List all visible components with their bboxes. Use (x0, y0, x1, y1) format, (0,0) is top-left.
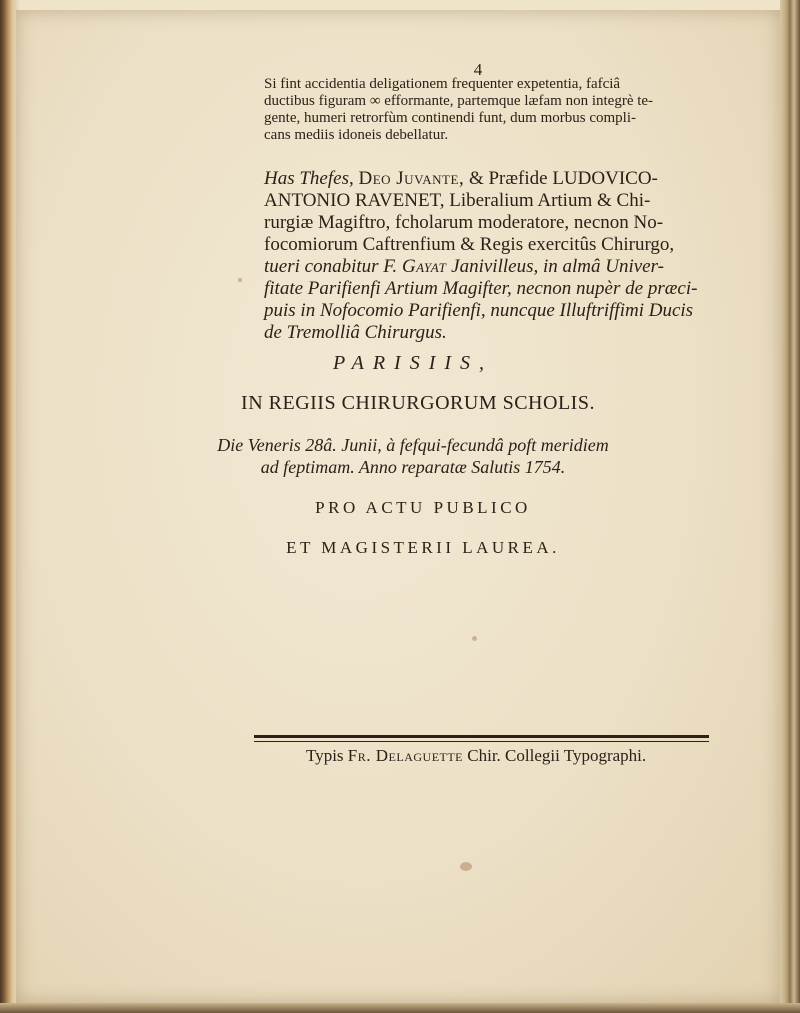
text-line: cans mediis idoneis debellatur. (264, 127, 449, 143)
deo-juvante: Deo Juvante, (358, 168, 465, 189)
printer-imprint (306, 746, 746, 766)
page-edge-bottom (0, 1003, 800, 1013)
ornamental-rule (254, 735, 709, 742)
laurea-heading: ET MAGISTERII LAUREA. (286, 538, 560, 557)
text-line: de Tremolliâ Chirurgus. (264, 322, 447, 343)
date-line: ad feptimam. Anno reparatæ Salutis 1754. (260, 457, 566, 477)
imprint-text: Chir. Collegii Typographi. (467, 746, 647, 765)
foxing-spot (238, 278, 242, 282)
paragraph-accidentia (264, 76, 724, 144)
page-number: 4 (473, 60, 483, 79)
printer-name: Fr. Delaguette (347, 746, 464, 765)
pro-actu-heading: PRO ACTU PUBLICO (315, 498, 531, 517)
page-edge-right (780, 0, 800, 1013)
text-line: gente, humeri retrorfùm continendi funt, dum morbus compli- (264, 110, 636, 126)
theses-word: Has Thefes, (264, 168, 354, 189)
praeside-text: & Præfide LUDOVICO- (468, 168, 658, 189)
imprint-text: Typis (306, 746, 344, 765)
text-line (264, 168, 724, 190)
text-line: rurgiæ Magiftro, fcholarum moderatore, necnon No- (264, 212, 664, 233)
foxing-spot (472, 636, 477, 641)
page-content (16, 10, 780, 1003)
document-page (16, 10, 780, 1003)
paragraph-theses (264, 168, 724, 344)
text-line: fitate Parifienfi Artium Magifter, necnon nupèr de præci- (264, 278, 698, 299)
date-line: Die Veneris 28â. Junii, à fefqui-fecundâ poft meridiem (217, 435, 609, 455)
city-heading: PARISIIS, (332, 352, 494, 374)
schools-heading: IN REGIIS CHIRURGORUM SCHOLIS. (241, 392, 595, 414)
foxing-spot (460, 862, 472, 871)
author-name: Gayat (401, 256, 447, 277)
text-line: Si fint accidentia deligationem frequenter expetentia, fafciâ (264, 76, 621, 92)
text-line: ductibus figuram ∞ efformante, partemque læfam non integrè te- (264, 93, 654, 109)
text-line: focomiorum Caftrenfium & Regis exercitûs Chirurgo, (264, 234, 675, 255)
text-line: puis in Nofocomio Parifienfi, nuncque Illuftriffimi Ducis (264, 300, 694, 321)
text-line: ANTONIO RAVENET, Liberalium Artium & Chi- (264, 190, 651, 211)
date-block (16, 434, 780, 478)
text-line (264, 256, 724, 278)
text-fragment: tueri conabitur F. (264, 256, 398, 277)
text-fragment: Janivilleus, in almâ Univer- (451, 256, 664, 277)
